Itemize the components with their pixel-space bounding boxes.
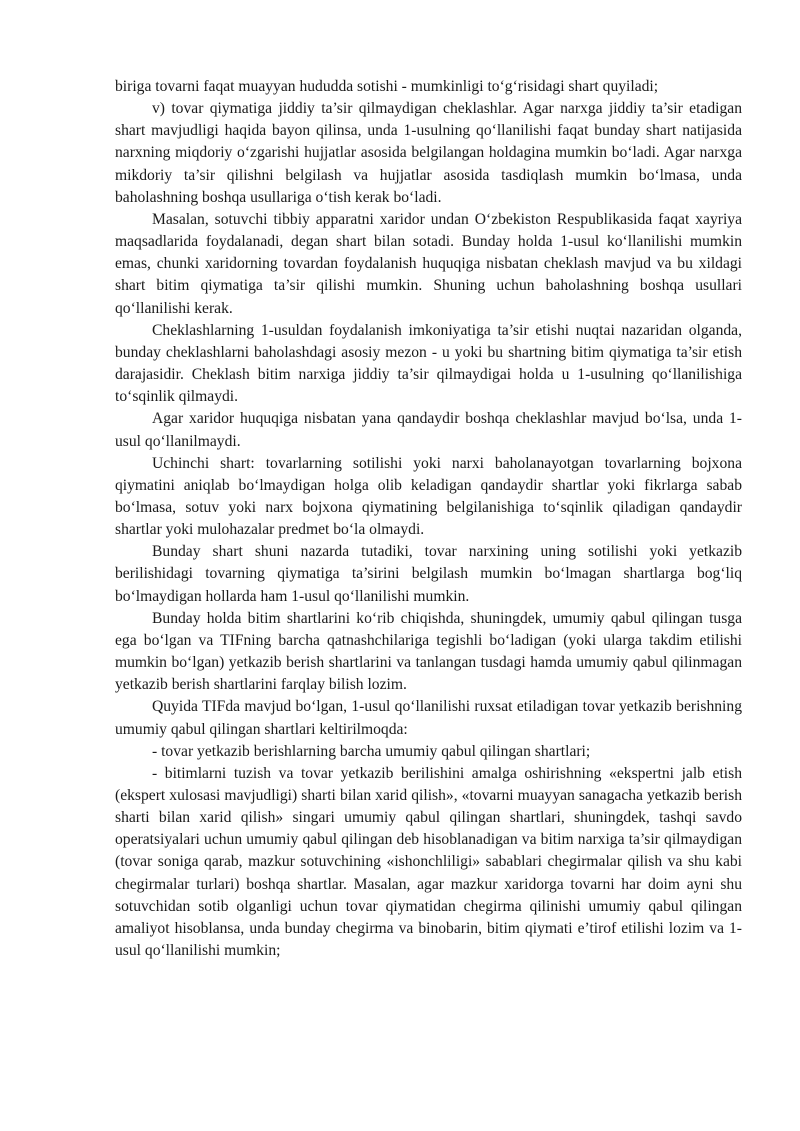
paragraph-contract-terms: Bunday holda bitim shartlarini ko‘rib chiqishda, shuningdek, umumiy qabul qilingan tusga ega bo‘lgan va TIFning barcha qatnashchilariga tegishli bo‘ladigan (yoki ularga takdim etilishi mumkin bo‘lgan) yetkazib berish shartlarini va tanlangan tusdagi hamda umumiy qabul qilinmagan yetkazib berish shartlarini farqlay bilish lozim. bbox=[115, 609, 742, 694]
list-item-contract-terms: - bitimlarni tuzish va tovar yetkazib berilishini amalga oshirishning «ekspertni jalb etish (ekspert xulosasi mavjudligi) sharti bilan xarid qilish», «tovarni muayyan sanagacha yetkazib berish sharti bilan xarid qilish» singari umumiy qabul qilingan shartlari, shuningdek, tashqi savdo operatsiyalari uchun umumiy qabul qilingan deb hisoblanadigan va bitim narxiga ta’sir qilmaydigan (tovar soniga qarab, mazkur sotuvchining «ishonchliligi» sabablari chegirmalar qilish va shu kabi chegirmalar turlari) boshqa shartlar. Masalan, agar mazkur xaridorga tovarni har doim ayni shu sotuvchidan sotib olganligi uchun tovar qiymatidan chegirma qilinishi umumiy qabul qilingan amaliyot hisoblansa, unda bunday chegirma va binobarin, bitim qiymati e’tirof etilishi lozim va 1-usul qo‘llanilishi mumkin; bbox=[115, 764, 742, 960]
paragraph-example-medical: Masalan, sotuvchi tibbiy apparatni xaridor undan O‘zbekiston Respublikasida faqat xayriya maqsadlarida foydalanadi, degan shart bilan sotadi. Bunday holda 1-usul ko‘llanilishi mumkin emas, chunki xaridorning tovardan foydalanish huquqiga nisbatan cheklash mavjud va bu xildagi shart bitim qiymatiga ta’sir qilishi mumkin. Shuning uchun baholashning boshqa usullari qo‘llanilishi kerak. bbox=[115, 210, 742, 317]
paragraph-criterion: Cheklashlarning 1-usuldan foydalanish imkoniyatiga ta’sir etishi nuqtai nazaridan olganda, bunday cheklashlarni baholashdagi asosiy mezon - u yoki bu shartning bitim qiymatiga ta’sir etish darajasidir. Cheklash bitim narxiga jiddiy ta’sir qilmaydigai holda u 1-usulning qo‘llanilishiga to‘sqinlik qilmaydi. bbox=[115, 321, 742, 406]
paragraph-continuation: biriga tovarni faqat muayyan hududda sotishi - mumkinligi to‘g‘risidagi shart quyiladi; bbox=[115, 78, 659, 95]
document-page bbox=[115, 76, 742, 962]
paragraph-other-restrictions: Agar xaridor huquqiga nisbatan yana qandaydir boshqa cheklashlar mavjud bo‘lsa, unda 1-usul qo‘llanilmaydi. bbox=[115, 410, 742, 450]
paragraph-condition-meaning: Bunday shart shuni nazarda tutadiki, tovar narxining uning sotilishi yoki yetkazib berilishidagi tovarning qiymatiga ta’sirini belgilash mumkin bo‘lmagan shartlarga bog‘liq bo‘lmaydigan hollarda ham 1-usul qo‘llanilishi mumkin. bbox=[115, 543, 742, 605]
list-item-general-terms: - tovar yetkazib berishlarning barcha umumiy qabul qilingan shartlari; bbox=[152, 742, 591, 760]
paragraph-list-intro: Quyida TIFda mavjud bo‘lgan, 1-usul qo‘llanilishi ruxsat etiladigan tovar yetkazib berishning umumiy qabul qilingan shartlari keltirilmoqda: bbox=[115, 698, 742, 738]
paragraph-restrictions: v) tovar qiymatiga jiddiy ta’sir qilmaydigan cheklashlar. Agar narxga jiddiy ta’sir etadigan shart mavjudligi haqida bayon qilinsa, unda 1-usulning qo‘llanilishi faqat bunday shart natijasida narxning miqdoriy o‘zgarishi hujjatlar asosida belgilangan holdagina mumkin bo‘ladi. Agar narxga mikdoriy ta’sir qilishni belgilash va hujjatlar asosida tasdiqlash mumkin bo‘lmasa, unda baholashning boshqa usullariga o‘tish kerak bo‘ladi. bbox=[115, 100, 742, 206]
paragraph-third-condition: Uchinchi shart: tovarlarning sotilishi yoki narxi baholanayotgan tovarlarning bojxona qiymatini aniqlab bo‘lmaydigan holga olib keladigan qandaydir shartlar yoki fikrlarga sabab bo‘lmasa, sotuv yoki narx bojxona qiymatining belgilanishiga to‘sqinlik qiladigan qandaydir shartlar yoki mulohazalar predmet bo‘la olmaydi. bbox=[115, 454, 742, 539]
